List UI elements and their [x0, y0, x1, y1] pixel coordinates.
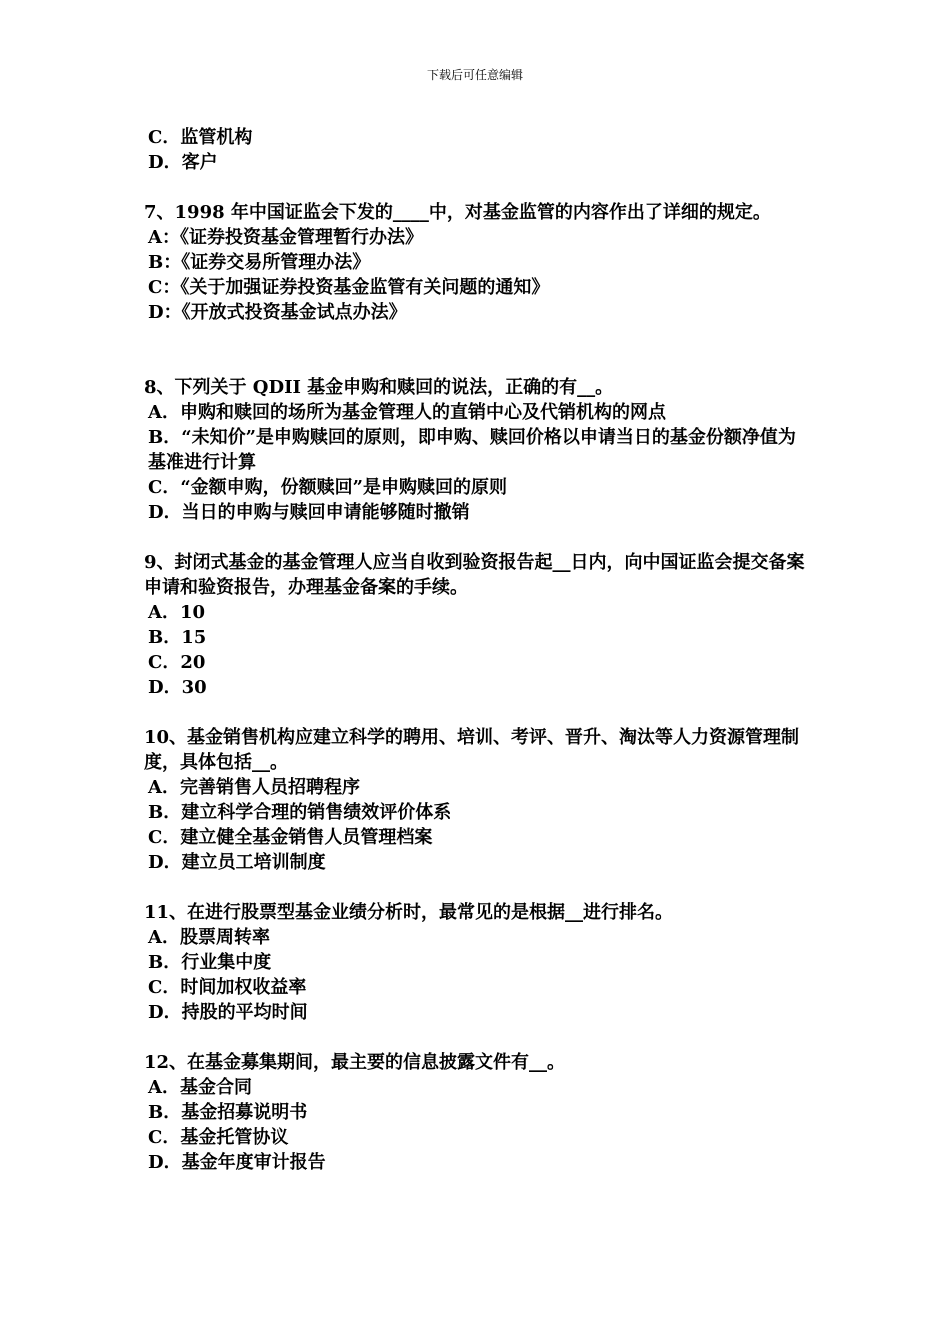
- option-c: C．“金额申购，份额赎回”是申购赎回的原则: [148, 477, 508, 498]
- option-a: A．股票周转率: [148, 927, 270, 948]
- option-c: C：《关于加强证券投资基金监管有关问题的通知》: [148, 277, 550, 298]
- question-stem: 10、基金销售机构应建立科学的聘用、培训、考评、晋升、淘汰等人力资源管理制度，具体包括__。: [144, 727, 800, 773]
- option-a: A．申购和赎回的场所为基金管理人的直销中心及代销机构的网点: [148, 402, 666, 423]
- option-b: B．建立科学合理的销售绩效评价体系: [148, 802, 452, 823]
- intro-options: [144, 125, 812, 175]
- option-c: C．建立健全基金销售人员管理档案: [148, 827, 433, 848]
- question-stem: 9、封闭式基金的基金管理人应当自收到验资报告起__日内，向中国证监会提交备案申请和验资报告，办理基金备案的手续。: [144, 552, 805, 598]
- option-b: B．15: [148, 627, 207, 648]
- question-12: [144, 1050, 812, 1175]
- option-c: C．20: [148, 652, 206, 673]
- option-d: D．当日的申购与赎回申请能够随时撤销: [148, 502, 470, 523]
- option-c: C．时间加权收益率: [148, 977, 307, 998]
- option-c: C．监管机构: [148, 127, 253, 148]
- question-stem: 11、在进行股票型基金业绩分析时，最常见的是根据__进行排名。: [144, 902, 674, 923]
- option-b: B：《证券交易所管理办法》: [148, 252, 371, 273]
- question-8: [144, 375, 812, 525]
- option-d: D．客户: [148, 152, 218, 173]
- option-b: B．行业集中度: [148, 952, 272, 973]
- option-a: A．完善销售人员招聘程序: [148, 777, 360, 798]
- question-9: [144, 550, 812, 700]
- question-stem: 7、1998 年中国证监会下发的____中，对基金监管的内容作出了详细的规定。: [144, 202, 771, 223]
- option-a: A．基金合同: [148, 1077, 252, 1098]
- option-b: B．基金招募说明书: [148, 1102, 308, 1123]
- option-d: D．基金年度审计报告: [148, 1152, 326, 1173]
- option-d: D：《开放式投资基金试点办法》: [148, 302, 407, 323]
- page-header: 下载后可任意编辑: [426, 68, 523, 82]
- option-b: B．“未知价”是申购赎回的原则，即申购、赎回价格以申请当日的基金份额净值为基准进行计算: [148, 427, 796, 473]
- option-d: D．持股的平均时间: [148, 1002, 308, 1023]
- option-c: C．基金托管协议: [148, 1127, 289, 1148]
- question-stem: 12、在基金募集期间，最主要的信息披露文件有__。: [144, 1052, 566, 1073]
- question-7: [144, 200, 812, 325]
- option-d: D．建立员工培训制度: [148, 852, 326, 873]
- option-a: A：《证券投资基金管理暂行办法》: [148, 227, 423, 248]
- option-d: D．30: [148, 677, 207, 698]
- option-a: A．10: [148, 602, 206, 623]
- question-11: [144, 900, 812, 1025]
- document-body: [144, 125, 812, 1175]
- question-10: [144, 725, 812, 875]
- question-stem: 8、下列关于 QDII 基金申购和赎回的说法，正确的有__。: [144, 377, 614, 398]
